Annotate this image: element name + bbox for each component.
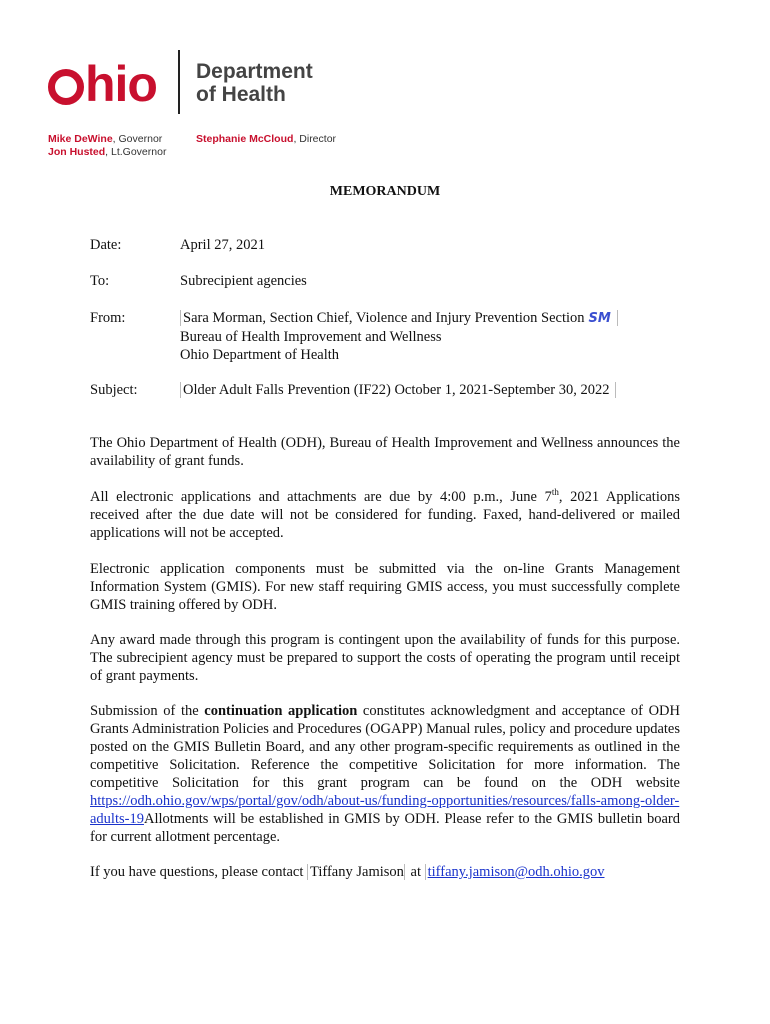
contact-text-b: at	[404, 864, 425, 880]
paragraph-contingency: Any award made through this program is contingent upon the availability of funds for this purpose. The subrecipient agency must be prepared to support the costs of operating the program until receipt of grant payments.	[90, 632, 680, 684]
submission-text-c: Allotments will be established in GMIS by ODH. Please refer to the GMIS bulletin board for current allotment percentage.	[90, 811, 680, 845]
from-line3: Ohio Department of Health	[180, 347, 340, 363]
director-name: Stephanie McCloud	[196, 133, 294, 145]
paragraph-contact	[90, 863, 680, 881]
lt-governor-name: Jon Husted	[48, 146, 106, 158]
contact-name: Tiffany Jamison	[307, 864, 404, 880]
contact-text-a: If you have questions, please contact	[90, 864, 308, 880]
ohio-o-ring-icon	[48, 69, 84, 105]
submission-bold: continuation application	[204, 703, 358, 719]
from-line2: Bureau of Health Improvement and Wellness	[180, 329, 442, 345]
governor-title: , Governor	[112, 133, 163, 145]
to-label: To:	[90, 273, 110, 289]
from-value	[180, 309, 740, 364]
dept-line1: Department	[196, 60, 313, 83]
submission-text-b: constitutes acknowledgment and acceptance of ODH Grants Administration Policies and Procedures (OGAPP) Manual rules, policy and procedure updates posted on the GMIS Bulletin Board, and any other program-specific requirements as outlined in the competitive Solicitation. Reference the competitive Solicitation for more information. The competitive Solicitation for this grant program can be found on the ODH website	[90, 703, 680, 791]
paragraph-submission	[90, 702, 680, 846]
submission-text-a: Submission of the	[90, 703, 205, 719]
logo-divider	[178, 50, 180, 114]
director-title: , Director	[293, 133, 337, 145]
ohio-logo	[48, 54, 157, 114]
date-label: Date:	[90, 237, 122, 253]
deadline-text-b: , 2021 Applications received after the due date will not be considered for funding. Faxed, hand-delivered or mailed applications will not be accepted.	[90, 489, 680, 541]
from-line1: Sara Morman, Section Chief, Violence and Injury Prevention Section	[183, 310, 585, 326]
ohio-wordmark	[48, 56, 157, 112]
subject-value: Older Adult Falls Prevention (IF22) October 1, 2021-September 30, 2022	[180, 382, 616, 398]
to-value: Subrecipient agencies	[180, 273, 307, 289]
deadline-sup: th	[551, 487, 559, 498]
contact-email-link[interactable]: tiffany.jamison@odh.ohio.gov	[425, 864, 605, 880]
paragraph-gmis: Electronic application components must be submitted via the on-line Grants Management Information System (GMIS). For new staff requiring GMIS access, you must successfully complete GMIS training offered by ODH.	[90, 561, 680, 613]
date-value: April 27, 2021	[180, 237, 265, 253]
governor-block	[48, 133, 166, 159]
ohio-wordmark-rest: hio	[85, 56, 157, 112]
dept-line2: of Health	[196, 83, 286, 106]
from-label: From:	[90, 310, 126, 326]
governor-name: Mike DeWine	[48, 133, 113, 145]
lt-governor-title: , Lt.Governor	[105, 146, 167, 158]
solicitation-link[interactable]: https://odh.ohio.gov/wps/portal/gov/odh/about-us/funding-opportunities/resources/falls-among-older-adults-19	[90, 793, 680, 827]
paragraph-announcement: The Ohio Department of Health (ODH), Bureau of Health Improvement and Wellness announces the availability of grant funds.	[90, 435, 680, 469]
subject-label: Subject:	[90, 382, 138, 398]
department-name	[196, 60, 313, 106]
memo-title: MEMORANDUM	[329, 184, 441, 199]
director-block	[196, 133, 336, 146]
from-initials: SM	[588, 311, 611, 326]
from-line1-wrap	[180, 310, 618, 326]
deadline-text-a: All electronic applications and attachments are due by 4:00 p.m., June 7	[90, 489, 552, 505]
paragraph-deadline	[90, 488, 680, 542]
